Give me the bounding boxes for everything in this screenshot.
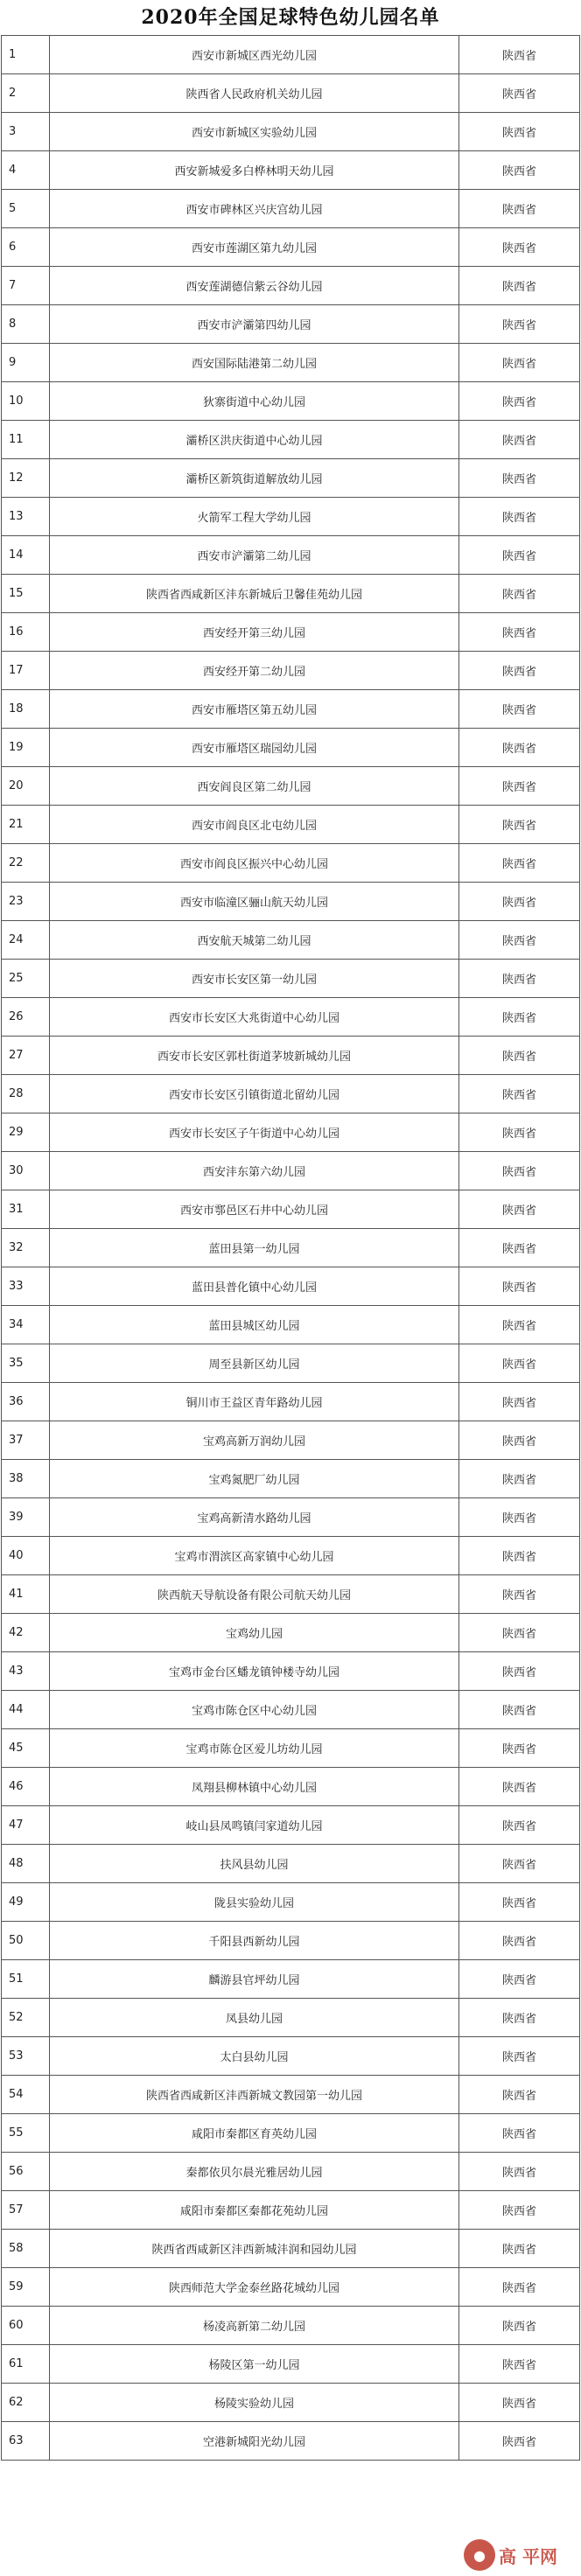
row-number: 57 — [2, 2191, 50, 2230]
kindergarten-name: 宝鸡高新万润幼儿园 — [50, 1421, 459, 1460]
row-number: 28 — [2, 1075, 50, 1113]
kindergarten-name: 杨凌高新第二幼儿园 — [50, 2307, 459, 2345]
province-cell: 陕西省 — [459, 2191, 580, 2230]
row-number: 59 — [2, 2268, 50, 2307]
kindergarten-name: 千阳县西新幼儿园 — [50, 1922, 459, 1960]
kindergarten-name: 杨陵实验幼儿园 — [50, 2384, 459, 2422]
kindergarten-name: 空港新城阳光幼儿园 — [50, 2422, 459, 2461]
kindergarten-name: 西安国际陆港第二幼儿园 — [50, 344, 459, 382]
table-row — [2, 1691, 580, 1729]
row-number: 14 — [2, 536, 50, 575]
row-number: 63 — [2, 2422, 50, 2461]
province-cell: 陕西省 — [459, 1344, 580, 1383]
kindergarten-name: 西安市新城区西光幼儿园 — [50, 36, 459, 74]
province-cell: 陕西省 — [459, 729, 580, 767]
province-cell: 陕西省 — [459, 1075, 580, 1113]
table-row — [2, 1729, 580, 1768]
table-row — [2, 1306, 580, 1344]
table-row — [2, 1768, 580, 1806]
table-row — [2, 806, 580, 844]
kindergarten-name: 西安经开第二幼儿园 — [50, 652, 459, 690]
table-row — [2, 536, 580, 575]
table-row — [2, 2307, 580, 2345]
table-row — [2, 921, 580, 960]
province-cell: 陕西省 — [459, 844, 580, 883]
row-number: 35 — [2, 1344, 50, 1383]
row-number: 51 — [2, 1960, 50, 1999]
province-cell: 陕西省 — [459, 421, 580, 459]
table-row — [2, 74, 580, 113]
row-number: 12 — [2, 459, 50, 498]
row-number: 13 — [2, 498, 50, 536]
kindergarten-name: 杨陵区第一幼儿园 — [50, 2345, 459, 2384]
watermark-text: 高 平网 — [499, 2545, 557, 2567]
kindergarten-name: 西安阎良区第二幼儿园 — [50, 767, 459, 806]
kindergarten-name: 岐山县凤鸣镇闫家道幼儿园 — [50, 1806, 459, 1845]
province-cell: 陕西省 — [459, 690, 580, 729]
table-row — [2, 652, 580, 690]
province-cell: 陕西省 — [459, 36, 580, 74]
table-row — [2, 1229, 580, 1267]
province-cell: 陕西省 — [459, 305, 580, 344]
province-cell: 陕西省 — [459, 1614, 580, 1652]
table-row — [2, 1614, 580, 1652]
table-row — [2, 690, 580, 729]
kindergarten-name: 麟游县官坪幼儿园 — [50, 1960, 459, 1999]
kindergarten-name: 西安市浐灞第四幼儿园 — [50, 305, 459, 344]
row-number: 22 — [2, 844, 50, 883]
province-cell: 陕西省 — [459, 2114, 580, 2153]
province-cell: 陕西省 — [459, 1922, 580, 1960]
province-cell: 陕西省 — [459, 2076, 580, 2114]
table-row — [2, 2153, 580, 2191]
table-row — [2, 1421, 580, 1460]
row-number: 27 — [2, 1037, 50, 1075]
kindergarten-name: 西安新城爱多白桦林明天幼儿园 — [50, 151, 459, 190]
kindergarten-name: 宝鸡市陈仓区爱儿坊幼儿园 — [50, 1729, 459, 1768]
row-number: 8 — [2, 305, 50, 344]
kindergarten-name: 陕西省西咸新区沣西新城文教园第一幼儿园 — [50, 2076, 459, 2114]
row-number: 6 — [2, 228, 50, 267]
table-row — [2, 36, 580, 74]
table-row — [2, 305, 580, 344]
kindergarten-name: 西安沣东第六幼儿园 — [50, 1152, 459, 1190]
table-row — [2, 844, 580, 883]
kindergarten-name: 陕西省西咸新区沣东新城后卫馨佳苑幼儿园 — [50, 575, 459, 613]
kindergarten-name: 宝鸡市陈仓区中心幼儿园 — [50, 1691, 459, 1729]
row-number: 9 — [2, 344, 50, 382]
province-cell: 陕西省 — [459, 498, 580, 536]
kindergarten-name: 陕西省西咸新区沣西新城沣润和园幼儿园 — [50, 2230, 459, 2268]
table-row — [2, 729, 580, 767]
row-number: 50 — [2, 1922, 50, 1960]
kindergarten-name: 咸阳市秦都区育英幼儿园 — [50, 2114, 459, 2153]
row-number: 10 — [2, 382, 50, 421]
table-row — [2, 267, 580, 305]
province-cell: 陕西省 — [459, 267, 580, 305]
province-cell: 陕西省 — [459, 1460, 580, 1498]
row-number: 21 — [2, 806, 50, 844]
row-number: 1 — [2, 36, 50, 74]
row-number: 48 — [2, 1845, 50, 1883]
province-cell: 陕西省 — [459, 536, 580, 575]
table-row — [2, 2345, 580, 2384]
table-row — [2, 382, 580, 421]
table-row — [2, 767, 580, 806]
kindergarten-name: 凤县幼儿园 — [50, 1999, 459, 2037]
row-number: 53 — [2, 2037, 50, 2076]
row-number: 17 — [2, 652, 50, 690]
row-number: 16 — [2, 613, 50, 652]
table-row — [2, 998, 580, 1037]
table-row — [2, 1537, 580, 1575]
table-row — [2, 2076, 580, 2114]
kindergarten-name: 西安市莲湖区第九幼儿园 — [50, 228, 459, 267]
kindergarten-name: 陕西航天导航设备有限公司航天幼儿园 — [50, 1575, 459, 1614]
row-number: 25 — [2, 960, 50, 998]
row-number: 49 — [2, 1883, 50, 1922]
table-row — [2, 2230, 580, 2268]
kindergarten-name: 宝鸡幼儿园 — [50, 1614, 459, 1652]
province-cell: 陕西省 — [459, 1037, 580, 1075]
kindergarten-name: 凤翔县柳林镇中心幼儿园 — [50, 1768, 459, 1806]
province-cell: 陕西省 — [459, 1883, 580, 1922]
row-number: 42 — [2, 1614, 50, 1652]
province-cell: 陕西省 — [459, 228, 580, 267]
kindergarten-name: 西安市长安区子午街道中心幼儿园 — [50, 1113, 459, 1152]
kindergarten-name: 周至县新区幼儿园 — [50, 1344, 459, 1383]
table-row — [2, 228, 580, 267]
province-cell: 陕西省 — [459, 1768, 580, 1806]
watermark — [464, 2538, 576, 2573]
province-cell: 陕西省 — [459, 1960, 580, 1999]
province-cell: 陕西省 — [459, 2345, 580, 2384]
row-number: 41 — [2, 1575, 50, 1614]
row-number: 60 — [2, 2307, 50, 2345]
row-number: 26 — [2, 998, 50, 1037]
row-number: 29 — [2, 1113, 50, 1152]
kindergarten-name: 灞桥区新筑街道解放幼儿园 — [50, 459, 459, 498]
kindergarten-name: 陇县实验幼儿园 — [50, 1883, 459, 1922]
kindergarten-name: 西安市长安区郭杜街道茅坡新城幼儿园 — [50, 1037, 459, 1075]
row-number: 44 — [2, 1691, 50, 1729]
row-number: 37 — [2, 1421, 50, 1460]
site-logo-icon: ● — [464, 2539, 495, 2571]
kindergarten-name: 秦都依贝尔晨光雅居幼儿园 — [50, 2153, 459, 2191]
kindergarten-name: 蓝田县普化镇中心幼儿园 — [50, 1267, 459, 1306]
kindergarten-name: 宝鸡市金台区蟠龙镇钟楼寺幼儿园 — [50, 1652, 459, 1691]
table-row — [2, 2114, 580, 2153]
table-row — [2, 1922, 580, 1960]
table-row — [2, 1883, 580, 1922]
table-row — [2, 498, 580, 536]
row-number: 46 — [2, 1768, 50, 1806]
province-cell: 陕西省 — [459, 2307, 580, 2345]
province-cell: 陕西省 — [459, 575, 580, 613]
kindergarten-name: 西安航天城第二幼儿园 — [50, 921, 459, 960]
row-number: 23 — [2, 883, 50, 921]
row-number: 47 — [2, 1806, 50, 1845]
kindergarten-name: 太白县幼儿园 — [50, 2037, 459, 2076]
province-cell: 陕西省 — [459, 960, 580, 998]
table-row — [2, 1960, 580, 1999]
row-number: 40 — [2, 1537, 50, 1575]
province-cell: 陕西省 — [459, 652, 580, 690]
row-number: 33 — [2, 1267, 50, 1306]
province-cell: 陕西省 — [459, 2230, 580, 2268]
table-row — [2, 1037, 580, 1075]
row-number: 3 — [2, 113, 50, 151]
table-row — [2, 2384, 580, 2422]
row-number: 2 — [2, 74, 50, 113]
province-cell: 陕西省 — [459, 1113, 580, 1152]
kindergarten-name: 西安市阎良区北屯幼儿园 — [50, 806, 459, 844]
row-number: 39 — [2, 1498, 50, 1537]
province-cell: 陕西省 — [459, 1575, 580, 1614]
row-number: 56 — [2, 2153, 50, 2191]
kindergarten-name: 西安市阎良区振兴中心幼儿园 — [50, 844, 459, 883]
table-row — [2, 1460, 580, 1498]
table-row — [2, 1383, 580, 1421]
province-cell: 陕西省 — [459, 883, 580, 921]
province-cell: 陕西省 — [459, 1267, 580, 1306]
kindergarten-name: 宝鸡氮肥厂幼儿园 — [50, 1460, 459, 1498]
row-number: 45 — [2, 1729, 50, 1768]
province-cell: 陕西省 — [459, 998, 580, 1037]
province-cell: 陕西省 — [459, 1691, 580, 1729]
province-cell: 陕西省 — [459, 2422, 580, 2461]
row-number: 52 — [2, 1999, 50, 2037]
row-number: 55 — [2, 2114, 50, 2153]
province-cell: 陕西省 — [459, 1383, 580, 1421]
kindergarten-name: 咸阳市秦都区秦都花苑幼儿园 — [50, 2191, 459, 2230]
kindergarten-name: 西安市浐灞第二幼儿园 — [50, 536, 459, 575]
table-row — [2, 613, 580, 652]
table-row — [2, 2268, 580, 2307]
row-number: 43 — [2, 1652, 50, 1691]
table-row — [2, 459, 580, 498]
kindergarten-name: 西安市碑林区兴庆宫幼儿园 — [50, 190, 459, 228]
row-number: 20 — [2, 767, 50, 806]
row-number: 7 — [2, 267, 50, 305]
table-row — [2, 960, 580, 998]
row-number: 58 — [2, 2230, 50, 2268]
table-row — [2, 421, 580, 459]
table-row — [2, 190, 580, 228]
province-cell: 陕西省 — [459, 2153, 580, 2191]
row-number: 31 — [2, 1190, 50, 1229]
table-row — [2, 1575, 580, 1614]
kindergarten-name: 陕西省人民政府机关幼儿园 — [50, 74, 459, 113]
row-number: 38 — [2, 1460, 50, 1498]
province-cell: 陕西省 — [459, 806, 580, 844]
row-number: 4 — [2, 151, 50, 190]
kindergarten-name: 火箭军工程大学幼儿园 — [50, 498, 459, 536]
province-cell: 陕西省 — [459, 1652, 580, 1691]
table-row — [2, 113, 580, 151]
province-cell: 陕西省 — [459, 1421, 580, 1460]
kindergarten-name: 铜川市王益区青年路幼儿园 — [50, 1383, 459, 1421]
province-cell: 陕西省 — [459, 921, 580, 960]
table-row — [2, 1344, 580, 1383]
kindergarten-name: 陕西师范大学金泰丝路花城幼儿园 — [50, 2268, 459, 2307]
kindergarten-name: 西安市雁塔区瑞园幼儿园 — [50, 729, 459, 767]
province-cell: 陕西省 — [459, 151, 580, 190]
province-cell: 陕西省 — [459, 113, 580, 151]
table-row — [2, 1845, 580, 1883]
province-cell: 陕西省 — [459, 1999, 580, 2037]
table-row — [2, 2422, 580, 2461]
kindergarten-name: 西安市临潼区骊山航天幼儿园 — [50, 883, 459, 921]
province-cell: 陕西省 — [459, 767, 580, 806]
kindergarten-name: 西安莲湖德信紫云谷幼儿园 — [50, 267, 459, 305]
row-number: 54 — [2, 2076, 50, 2114]
province-cell: 陕西省 — [459, 382, 580, 421]
province-cell: 陕西省 — [459, 1306, 580, 1344]
kindergarten-name: 西安市长安区大兆街道中心幼儿园 — [50, 998, 459, 1037]
row-number: 61 — [2, 2345, 50, 2384]
row-number: 36 — [2, 1383, 50, 1421]
province-cell: 陕西省 — [459, 1498, 580, 1537]
province-cell: 陕西省 — [459, 344, 580, 382]
province-cell: 陕西省 — [459, 1845, 580, 1883]
table-row — [2, 1190, 580, 1229]
kindergarten-table — [1, 35, 580, 2461]
province-cell: 陕西省 — [459, 2268, 580, 2307]
row-number: 24 — [2, 921, 50, 960]
province-cell: 陕西省 — [459, 1152, 580, 1190]
row-number: 19 — [2, 729, 50, 767]
row-number: 34 — [2, 1306, 50, 1344]
table-body — [2, 36, 580, 2461]
table-row — [2, 1652, 580, 1691]
row-number: 11 — [2, 421, 50, 459]
province-cell: 陕西省 — [459, 1806, 580, 1845]
kindergarten-name: 西安市新城区实验幼儿园 — [50, 113, 459, 151]
province-cell: 陕西省 — [459, 459, 580, 498]
table-row — [2, 2191, 580, 2230]
row-number: 32 — [2, 1229, 50, 1267]
table-row — [2, 1498, 580, 1537]
row-number: 30 — [2, 1152, 50, 1190]
kindergarten-name: 狄寨街道中心幼儿园 — [50, 382, 459, 421]
table-row — [2, 1075, 580, 1113]
kindergarten-name: 扶风县幼儿园 — [50, 1845, 459, 1883]
kindergarten-name: 西安经开第三幼儿园 — [50, 613, 459, 652]
province-cell: 陕西省 — [459, 1229, 580, 1267]
row-number: 5 — [2, 190, 50, 228]
table-row — [2, 2037, 580, 2076]
kindergarten-name: 西安市长安区第一幼儿园 — [50, 960, 459, 998]
table-row — [2, 151, 580, 190]
table-row — [2, 1113, 580, 1152]
page-title: 2020年全国足球特色幼儿园名单 — [141, 6, 440, 29]
province-cell: 陕西省 — [459, 1537, 580, 1575]
province-cell: 陕西省 — [459, 2384, 580, 2422]
kindergarten-name: 灞桥区洪庆街道中心幼儿园 — [50, 421, 459, 459]
table-row — [2, 883, 580, 921]
row-number: 15 — [2, 575, 50, 613]
table-row — [2, 1152, 580, 1190]
kindergarten-name: 蓝田县城区幼儿园 — [50, 1306, 459, 1344]
table-row — [2, 1267, 580, 1306]
province-cell: 陕西省 — [459, 190, 580, 228]
row-number: 18 — [2, 690, 50, 729]
kindergarten-name: 蓝田县第一幼儿园 — [50, 1229, 459, 1267]
table-row — [2, 1806, 580, 1845]
kindergarten-name: 宝鸡高新清水路幼儿园 — [50, 1498, 459, 1537]
kindergarten-name: 西安市鄠邑区石井中心幼儿园 — [50, 1190, 459, 1229]
table-row — [2, 1999, 580, 2037]
kindergarten-name: 宝鸡市渭滨区高家镇中心幼儿园 — [50, 1537, 459, 1575]
province-cell: 陕西省 — [459, 2037, 580, 2076]
province-cell: 陕西省 — [459, 613, 580, 652]
province-cell: 陕西省 — [459, 1190, 580, 1229]
kindergarten-name: 西安市雁塔区第五幼儿园 — [50, 690, 459, 729]
row-number: 62 — [2, 2384, 50, 2422]
province-cell: 陕西省 — [459, 1729, 580, 1768]
table-row — [2, 344, 580, 382]
kindergarten-name: 西安市长安区引镇街道北留幼儿园 — [50, 1075, 459, 1113]
province-cell: 陕西省 — [459, 74, 580, 113]
table-row — [2, 575, 580, 613]
